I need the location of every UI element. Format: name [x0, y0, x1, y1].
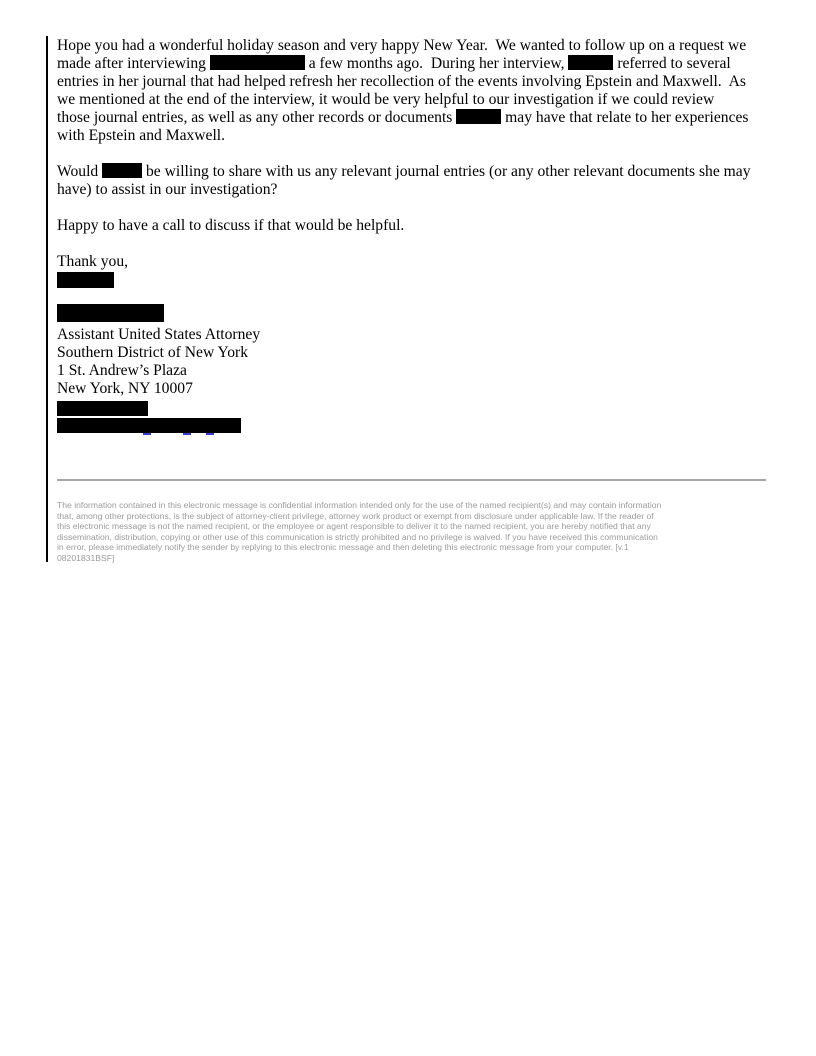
signature-address-1: 1 St. Andrew’s Plaza [57, 362, 187, 379]
redaction-box [456, 109, 501, 124]
disclaimer-line: 08201831BSF] [57, 552, 115, 563]
body-text: Hope you had a wonderful holiday season and very happy New Year. We wanted to follow up on a request we [57, 37, 747, 54]
paragraph-2 [57, 163, 766, 199]
redaction-sender-first-name [57, 272, 114, 288]
closing-text [57, 253, 766, 271]
closing [57, 253, 766, 271]
body-text: have) to assist in our investigation? [57, 181, 278, 198]
body-line [57, 217, 766, 235]
body-text: with Epstein and Maxwell. [57, 127, 226, 144]
signature-title: Assistant United States Attorney [57, 326, 261, 343]
link-underline-remnant [183, 433, 191, 435]
email-quote-bar [46, 36, 48, 562]
redaction-box [210, 55, 305, 70]
signature-divider [57, 479, 766, 481]
disclaimer-line: The information contained in this electronic message is confidential information intended only for the use of the named recipient(s) and may contain information [57, 500, 662, 510]
redaction-email-address [57, 418, 241, 433]
body-line [57, 91, 766, 109]
signature-address-2: New York, NY 10007 [57, 380, 193, 397]
body-text: a few months ago. During her interview, [304, 55, 569, 72]
body-line [57, 55, 766, 73]
link-underline-remnant [143, 433, 151, 435]
body-line [57, 163, 766, 181]
signature-office: Southern District of New York [57, 344, 249, 361]
redaction-sender-full-name [57, 304, 164, 322]
link-underline-remnant [206, 433, 214, 435]
body-text: made after interviewing [57, 55, 210, 72]
disclaimer-line: this electronic message is not the named recipient, or the employee or agent responsible to deliver it to the named recipient, you are hereby notified that any [57, 521, 651, 532]
body-text: Thank you, [57, 253, 129, 270]
paragraph-1 [57, 37, 766, 145]
body-text: those journal entries, as well as any other records or documents [57, 109, 457, 126]
disclaimer-line: dissemination, distribution, copying or other use of this communication is strictly prohibited and no privilege is waived. If you have received this communication [57, 531, 658, 542]
body-text: be willing to share with us any relevant journal entries (or any other relevant documents she may [142, 163, 751, 180]
body-text: Happy to have a call to discuss if that would be helpful. [57, 217, 405, 234]
body-line [57, 127, 766, 145]
redaction-phone-number [57, 401, 148, 416]
confidentiality-disclaimer [57, 500, 766, 564]
body-text: Would [57, 163, 103, 180]
disclaimer-line: that, among other protections, is the subject of attorney-client privilege, attorney work product or exempt from disclosure under applicable law. If the reader of [57, 510, 654, 521]
body-line [57, 37, 766, 55]
disclaimer-line: in error, please immediately notify the sender by replying to this electronic message and then deleting this electronic message from your computer. [v.1 [57, 542, 629, 553]
paragraph-3 [57, 217, 766, 235]
body-line [57, 109, 766, 127]
redaction-box [102, 163, 142, 178]
body-line [57, 73, 766, 91]
body-text: we mentioned at the end of the interview, it would be very helpful to our investigation if we could review [57, 91, 715, 108]
body-line [57, 181, 766, 199]
email-body [57, 37, 766, 564]
body-text: referred to several [613, 55, 731, 72]
body-text: entries in her journal that had helped refresh her recollection of the events involving Epstein and Maxwell. As [57, 73, 746, 90]
redaction-box [568, 55, 613, 70]
body-text: may have that relate to her experiences [501, 109, 749, 126]
